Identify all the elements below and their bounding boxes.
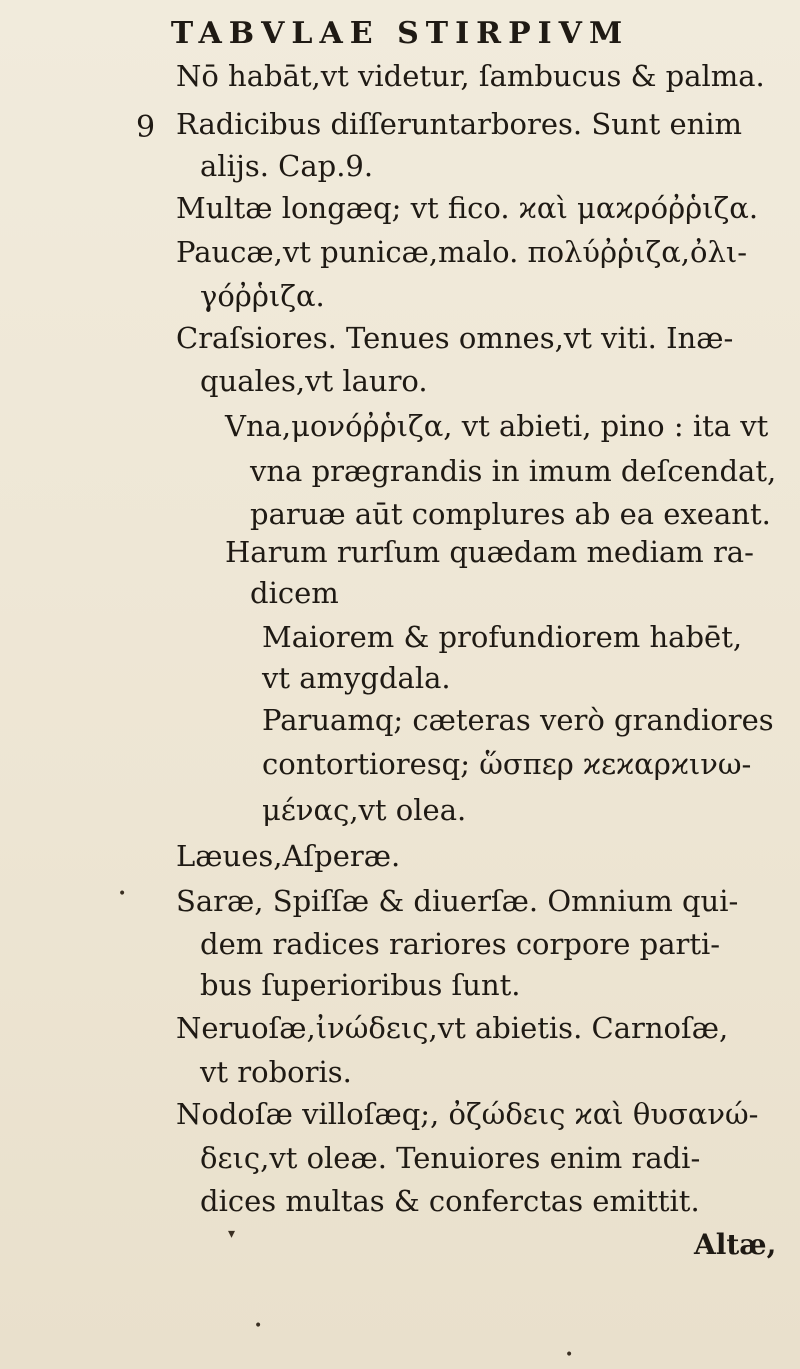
text-line: Craſsiores. Tenues omnes,vt viti. Inæ- <box>176 321 734 355</box>
text-line: vna prægrandis in imum deſcendat, <box>250 454 777 488</box>
margin-number: 9 <box>136 110 156 145</box>
text-line: Harum rurſum quædam mediam ra- <box>225 535 754 569</box>
text-line: Radicibus diſſeruntarbores. Sunt enim <box>176 107 743 141</box>
text-line: Vna,μονόῤῥιζα, vt abieti, pino : ita vt <box>225 409 769 443</box>
text-line: γόῤῥιζα. <box>200 279 325 313</box>
ink-speck: • <box>565 1347 574 1363</box>
text-line: vt roboris. <box>200 1055 352 1089</box>
text-line: μένας,vt olea. <box>262 793 467 827</box>
text-line: dem radices rariores corpore parti- <box>200 927 721 961</box>
text-line: δεις,vt oleæ. Tenuiores enim radi- <box>200 1141 701 1175</box>
text-line: Paruamq; cæteras verò grandiores <box>262 703 774 737</box>
text-line: Nō habāt,vt videtur, ſambucus & palma. <box>176 59 765 93</box>
text-line: contortioresq; ὥσπερ ϰεϰαρϰινω- <box>262 747 752 781</box>
text-line: Maiorem & profundiorem habēt, <box>262 620 743 654</box>
text-line: Paucæ,vt punicæ,malo. πολύῤῥιζα,ὀλι- <box>176 235 748 269</box>
text-line: Saræ, Spiſſæ & diuerſæ. Omnium qui- <box>176 884 739 918</box>
text-line: dicem <box>250 576 339 610</box>
ink-speck: ▾ <box>228 1226 236 1242</box>
running-header: TABVLAE STIRPIVM <box>170 16 630 51</box>
text-line: Nodoſæ villoſæq;, ὀζώδεις ϰαὶ θυσανώ- <box>176 1097 759 1131</box>
text-line: alijs. Cap.9. <box>200 149 374 183</box>
text-line: quales,vt lauro. <box>200 364 428 398</box>
ink-speck: • <box>254 1318 263 1334</box>
text-line: paruæ aūt complures ab ea exeant. <box>250 497 771 531</box>
text-line: dices multas & conferctas emittit. <box>200 1184 700 1218</box>
text-line: Neruoſæ,ἰνώδεις,vt abietis. Carnoſæ, <box>176 1011 729 1045</box>
text-line: Læues,Aſperæ. <box>176 839 401 873</box>
text-line: vt amygdala. <box>262 661 451 695</box>
text-line: Multæ longæq; vt fico. ϰαὶ μαϰρόῤῥιζα. <box>176 191 759 225</box>
ink-speck: • <box>118 886 127 902</box>
text-line: bus ſuperioribus ſunt. <box>200 968 521 1002</box>
catchword: Altæ, <box>694 1228 777 1261</box>
